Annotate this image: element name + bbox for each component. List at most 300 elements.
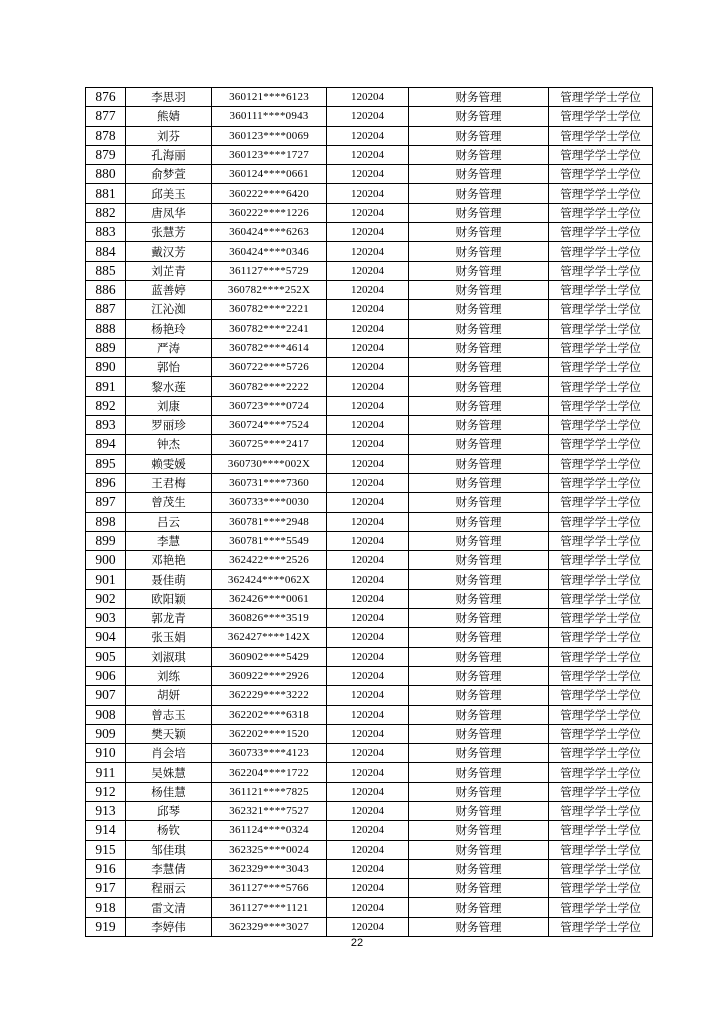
row-number-cell: 891 <box>86 377 126 396</box>
major-code-cell: 120204 <box>327 319 409 338</box>
table-row <box>86 801 653 820</box>
degree-type-cell: 管理学学士学位 <box>549 821 653 840</box>
major-code-cell: 120204 <box>327 377 409 396</box>
student-name-cell: 程丽云 <box>126 879 212 898</box>
table-row <box>86 493 653 512</box>
student-name-cell: 孔海丽 <box>126 145 212 164</box>
major-code-cell: 120204 <box>327 686 409 705</box>
table-row <box>86 666 653 685</box>
degree-type-cell: 管理学学士学位 <box>549 107 653 126</box>
major-code-cell: 120204 <box>327 493 409 512</box>
row-number-cell: 911 <box>86 763 126 782</box>
student-name-cell: 郭怡 <box>126 358 212 377</box>
degree-type-cell: 管理学学士学位 <box>549 126 653 145</box>
major-code-cell: 120204 <box>327 261 409 280</box>
id-number-cell: 360124****0661 <box>212 165 327 184</box>
id-number-cell: 362424****062X <box>212 570 327 589</box>
id-number-cell: 362329****3027 <box>212 917 327 936</box>
table-row <box>86 879 653 898</box>
row-number-cell: 907 <box>86 686 126 705</box>
degree-type-cell: 管理学学士学位 <box>549 705 653 724</box>
major-name-cell: 财务管理 <box>409 647 549 666</box>
degree-type-cell: 管理学学士学位 <box>549 88 653 107</box>
table-row <box>86 512 653 531</box>
student-name-cell: 聂佳萌 <box>126 570 212 589</box>
major-name-cell: 财务管理 <box>409 280 549 299</box>
major-name-cell: 财务管理 <box>409 416 549 435</box>
student-name-cell: 胡妍 <box>126 686 212 705</box>
id-number-cell: 360733****4123 <box>212 744 327 763</box>
degree-type-cell: 管理学学士学位 <box>549 261 653 280</box>
degree-type-cell: 管理学学士学位 <box>549 686 653 705</box>
table-row <box>86 589 653 608</box>
major-code-cell: 120204 <box>327 531 409 550</box>
id-number-cell: 360730****002X <box>212 454 327 473</box>
degree-type-cell: 管理学学士学位 <box>549 280 653 299</box>
major-code-cell: 120204 <box>327 840 409 859</box>
major-code-cell: 120204 <box>327 666 409 685</box>
table-row <box>86 686 653 705</box>
table-row <box>86 203 653 222</box>
major-code-cell: 120204 <box>327 859 409 878</box>
major-name-cell: 财务管理 <box>409 242 549 261</box>
major-code-cell: 120204 <box>327 917 409 936</box>
table-row <box>86 126 653 145</box>
row-number-cell: 915 <box>86 840 126 859</box>
major-name-cell: 财务管理 <box>409 628 549 647</box>
student-name-cell: 王君梅 <box>126 473 212 492</box>
student-name-cell: 郭龙青 <box>126 609 212 628</box>
student-name-cell: 杨艳玲 <box>126 319 212 338</box>
table-row <box>86 88 653 107</box>
major-code-cell: 120204 <box>327 628 409 647</box>
degree-type-cell: 管理学学士学位 <box>549 473 653 492</box>
id-number-cell: 361124****0324 <box>212 821 327 840</box>
student-name-cell: 樊天颖 <box>126 724 212 743</box>
degree-type-cell: 管理学学士学位 <box>549 396 653 415</box>
row-number-cell: 887 <box>86 300 126 319</box>
major-name-cell: 财务管理 <box>409 801 549 820</box>
row-number-cell: 900 <box>86 551 126 570</box>
id-number-cell: 360782****2222 <box>212 377 327 396</box>
major-name-cell: 财务管理 <box>409 570 549 589</box>
student-name-cell: 俞梦萱 <box>126 165 212 184</box>
degree-type-cell: 管理学学士学位 <box>549 898 653 917</box>
id-number-cell: 360782****4614 <box>212 338 327 357</box>
row-number-cell: 893 <box>86 416 126 435</box>
degree-type-cell: 管理学学士学位 <box>549 551 653 570</box>
major-name-cell: 财务管理 <box>409 319 549 338</box>
major-code-cell: 120204 <box>327 801 409 820</box>
major-name-cell: 财务管理 <box>409 396 549 415</box>
student-name-cell: 蓝善婷 <box>126 280 212 299</box>
table-row <box>86 454 653 473</box>
row-number-cell: 884 <box>86 242 126 261</box>
id-number-cell: 362422****2526 <box>212 551 327 570</box>
degree-roster-table <box>85 87 653 937</box>
student-name-cell: 唐凤华 <box>126 203 212 222</box>
degree-type-cell: 管理学学士学位 <box>549 531 653 550</box>
table-row <box>86 917 653 936</box>
row-number-cell: 881 <box>86 184 126 203</box>
major-code-cell: 120204 <box>327 416 409 435</box>
major-name-cell: 财务管理 <box>409 165 549 184</box>
table-row <box>86 377 653 396</box>
table-row <box>86 724 653 743</box>
student-name-cell: 刘芷青 <box>126 261 212 280</box>
student-name-cell: 杨佳慧 <box>126 782 212 801</box>
table-row <box>86 782 653 801</box>
major-name-cell: 财务管理 <box>409 435 549 454</box>
table-row <box>86 280 653 299</box>
row-number-cell: 908 <box>86 705 126 724</box>
major-name-cell: 财务管理 <box>409 126 549 145</box>
id-number-cell: 360111****0943 <box>212 107 327 126</box>
major-code-cell: 120204 <box>327 454 409 473</box>
id-number-cell: 362321****7527 <box>212 801 327 820</box>
row-number-cell: 888 <box>86 319 126 338</box>
major-name-cell: 财务管理 <box>409 107 549 126</box>
major-code-cell: 120204 <box>327 570 409 589</box>
table-row <box>86 840 653 859</box>
table-row <box>86 551 653 570</box>
degree-type-cell: 管理学学士学位 <box>549 917 653 936</box>
major-name-cell: 财务管理 <box>409 609 549 628</box>
major-code-cell: 120204 <box>327 300 409 319</box>
row-number-cell: 905 <box>86 647 126 666</box>
row-number-cell: 886 <box>86 280 126 299</box>
table-row <box>86 319 653 338</box>
student-name-cell: 李慧 <box>126 531 212 550</box>
table-row <box>86 744 653 763</box>
row-number-cell: 910 <box>86 744 126 763</box>
student-name-cell: 钟杰 <box>126 435 212 454</box>
id-number-cell: 360724****7524 <box>212 416 327 435</box>
id-number-cell: 360123****1727 <box>212 145 327 164</box>
degree-type-cell: 管理学学士学位 <box>549 319 653 338</box>
row-number-cell: 892 <box>86 396 126 415</box>
table-row <box>86 570 653 589</box>
degree-type-cell: 管理学学士学位 <box>549 145 653 164</box>
id-number-cell: 360733****0030 <box>212 493 327 512</box>
table-row <box>86 763 653 782</box>
major-code-cell: 120204 <box>327 589 409 608</box>
row-number-cell: 917 <box>86 879 126 898</box>
row-number-cell: 906 <box>86 666 126 685</box>
major-code-cell: 120204 <box>327 165 409 184</box>
table-row <box>86 223 653 242</box>
degree-type-cell: 管理学学士学位 <box>549 879 653 898</box>
student-name-cell: 吕云 <box>126 512 212 531</box>
id-number-cell: 360922****2926 <box>212 666 327 685</box>
degree-type-cell: 管理学学士学位 <box>549 840 653 859</box>
row-number-cell: 909 <box>86 724 126 743</box>
row-number-cell: 912 <box>86 782 126 801</box>
major-code-cell: 120204 <box>327 242 409 261</box>
row-number-cell: 902 <box>86 589 126 608</box>
degree-type-cell: 管理学学士学位 <box>549 647 653 666</box>
degree-type-cell: 管理学学士学位 <box>549 203 653 222</box>
major-name-cell: 财务管理 <box>409 821 549 840</box>
row-number-cell: 895 <box>86 454 126 473</box>
id-number-cell: 360424****0346 <box>212 242 327 261</box>
major-name-cell: 财务管理 <box>409 184 549 203</box>
major-code-cell: 120204 <box>327 435 409 454</box>
major-name-cell: 财务管理 <box>409 724 549 743</box>
row-number-cell: 878 <box>86 126 126 145</box>
student-name-cell: 邱美玉 <box>126 184 212 203</box>
student-name-cell: 李婷伟 <box>126 917 212 936</box>
student-name-cell: 李慧倩 <box>126 859 212 878</box>
id-number-cell: 361127****5766 <box>212 879 327 898</box>
page-number: 22 <box>350 937 364 949</box>
degree-type-cell: 管理学学士学位 <box>549 377 653 396</box>
row-number-cell: 914 <box>86 821 126 840</box>
major-code-cell: 120204 <box>327 609 409 628</box>
degree-type-cell: 管理学学士学位 <box>549 165 653 184</box>
degree-type-cell: 管理学学士学位 <box>549 300 653 319</box>
degree-type-cell: 管理学学士学位 <box>549 744 653 763</box>
row-number-cell: 899 <box>86 531 126 550</box>
major-name-cell: 财务管理 <box>409 473 549 492</box>
id-number-cell: 360902****5429 <box>212 647 327 666</box>
student-name-cell: 肖会培 <box>126 744 212 763</box>
row-number-cell: 896 <box>86 473 126 492</box>
major-code-cell: 120204 <box>327 145 409 164</box>
degree-type-cell: 管理学学士学位 <box>549 628 653 647</box>
major-name-cell: 财务管理 <box>409 666 549 685</box>
row-number-cell: 897 <box>86 493 126 512</box>
row-number-cell: 890 <box>86 358 126 377</box>
degree-type-cell: 管理学学士学位 <box>549 416 653 435</box>
degree-type-cell: 管理学学士学位 <box>549 223 653 242</box>
degree-type-cell: 管理学学士学位 <box>549 801 653 820</box>
major-code-cell: 120204 <box>327 763 409 782</box>
student-name-cell: 雷文清 <box>126 898 212 917</box>
row-number-cell: 885 <box>86 261 126 280</box>
major-name-cell: 财务管理 <box>409 782 549 801</box>
degree-type-cell: 管理学学士学位 <box>549 242 653 261</box>
id-number-cell: 360782****2221 <box>212 300 327 319</box>
table-row <box>86 358 653 377</box>
major-code-cell: 120204 <box>327 705 409 724</box>
major-code-cell: 120204 <box>327 280 409 299</box>
id-number-cell: 360723****0724 <box>212 396 327 415</box>
table-row <box>86 184 653 203</box>
student-name-cell: 黎水莲 <box>126 377 212 396</box>
degree-type-cell: 管理学学士学位 <box>549 512 653 531</box>
table-row <box>86 628 653 647</box>
student-name-cell: 刘练 <box>126 666 212 685</box>
major-name-cell: 财务管理 <box>409 377 549 396</box>
degree-type-cell: 管理学学士学位 <box>549 724 653 743</box>
table-row <box>86 821 653 840</box>
student-name-cell: 曾茂生 <box>126 493 212 512</box>
major-code-cell: 120204 <box>327 782 409 801</box>
table-row <box>86 609 653 628</box>
student-name-cell: 曾志玉 <box>126 705 212 724</box>
id-number-cell: 361127****1121 <box>212 898 327 917</box>
row-number-cell: 916 <box>86 859 126 878</box>
major-name-cell: 财务管理 <box>409 705 549 724</box>
degree-type-cell: 管理学学士学位 <box>549 454 653 473</box>
student-name-cell: 邹佳琪 <box>126 840 212 859</box>
row-number-cell: 919 <box>86 917 126 936</box>
major-code-cell: 120204 <box>327 647 409 666</box>
degree-type-cell: 管理学学士学位 <box>549 763 653 782</box>
degree-type-cell: 管理学学士学位 <box>549 570 653 589</box>
degree-type-cell: 管理学学士学位 <box>549 859 653 878</box>
major-code-cell: 120204 <box>327 203 409 222</box>
major-code-cell: 120204 <box>327 898 409 917</box>
student-name-cell: 张玉娟 <box>126 628 212 647</box>
table-row <box>86 416 653 435</box>
student-name-cell: 杨钦 <box>126 821 212 840</box>
student-name-cell: 邓艳艳 <box>126 551 212 570</box>
student-name-cell: 邱琴 <box>126 801 212 820</box>
student-name-cell: 严涛 <box>126 338 212 357</box>
major-name-cell: 财务管理 <box>409 338 549 357</box>
id-number-cell: 362426****0061 <box>212 589 327 608</box>
id-number-cell: 360782****2241 <box>212 319 327 338</box>
major-name-cell: 财务管理 <box>409 223 549 242</box>
major-name-cell: 财务管理 <box>409 589 549 608</box>
table-row <box>86 338 653 357</box>
student-name-cell: 刘康 <box>126 396 212 415</box>
row-number-cell: 901 <box>86 570 126 589</box>
major-code-cell: 120204 <box>327 338 409 357</box>
id-number-cell: 361121****7825 <box>212 782 327 801</box>
major-name-cell: 财务管理 <box>409 879 549 898</box>
id-number-cell: 362204****1722 <box>212 763 327 782</box>
id-number-cell: 360222****6420 <box>212 184 327 203</box>
table-row <box>86 242 653 261</box>
id-number-cell: 360782****252X <box>212 280 327 299</box>
row-number-cell: 889 <box>86 338 126 357</box>
table-row <box>86 300 653 319</box>
major-name-cell: 财务管理 <box>409 454 549 473</box>
major-name-cell: 财务管理 <box>409 300 549 319</box>
degree-type-cell: 管理学学士学位 <box>549 609 653 628</box>
major-name-cell: 财务管理 <box>409 203 549 222</box>
major-name-cell: 财务管理 <box>409 744 549 763</box>
student-name-cell: 江沁洳 <box>126 300 212 319</box>
id-number-cell: 362202****1520 <box>212 724 327 743</box>
major-code-cell: 120204 <box>327 396 409 415</box>
table-row <box>86 705 653 724</box>
major-name-cell: 财务管理 <box>409 686 549 705</box>
table-row <box>86 435 653 454</box>
row-number-cell: 913 <box>86 801 126 820</box>
major-code-cell: 120204 <box>327 107 409 126</box>
table-row <box>86 145 653 164</box>
table-row <box>86 165 653 184</box>
major-name-cell: 财务管理 <box>409 898 549 917</box>
id-number-cell: 360121****6123 <box>212 88 327 107</box>
student-name-cell: 刘淑琪 <box>126 647 212 666</box>
id-number-cell: 360725****2417 <box>212 435 327 454</box>
major-code-cell: 120204 <box>327 358 409 377</box>
degree-type-cell: 管理学学士学位 <box>549 435 653 454</box>
student-name-cell: 罗丽珍 <box>126 416 212 435</box>
id-number-cell: 360731****7360 <box>212 473 327 492</box>
major-code-cell: 120204 <box>327 724 409 743</box>
table-row <box>86 647 653 666</box>
table-row <box>86 261 653 280</box>
student-name-cell: 欧阳颖 <box>126 589 212 608</box>
id-number-cell: 362329****3043 <box>212 859 327 878</box>
degree-type-cell: 管理学学士学位 <box>549 782 653 801</box>
major-code-cell: 120204 <box>327 879 409 898</box>
student-name-cell: 赖雯媛 <box>126 454 212 473</box>
table-row <box>86 107 653 126</box>
id-number-cell: 361127****5729 <box>212 261 327 280</box>
student-name-cell: 刘芬 <box>126 126 212 145</box>
student-name-cell: 张慧芳 <box>126 223 212 242</box>
degree-type-cell: 管理学学士学位 <box>549 338 653 357</box>
major-name-cell: 财务管理 <box>409 551 549 570</box>
major-code-cell: 120204 <box>327 473 409 492</box>
id-number-cell: 360826****3519 <box>212 609 327 628</box>
table-row <box>86 531 653 550</box>
major-name-cell: 财务管理 <box>409 917 549 936</box>
row-number-cell: 894 <box>86 435 126 454</box>
id-number-cell: 362325****0024 <box>212 840 327 859</box>
degree-type-cell: 管理学学士学位 <box>549 666 653 685</box>
major-code-cell: 120204 <box>327 184 409 203</box>
row-number-cell: 904 <box>86 628 126 647</box>
major-code-cell: 120204 <box>327 126 409 145</box>
major-code-cell: 120204 <box>327 512 409 531</box>
major-code-cell: 120204 <box>327 744 409 763</box>
table-row <box>86 396 653 415</box>
major-code-cell: 120204 <box>327 551 409 570</box>
major-name-cell: 财务管理 <box>409 145 549 164</box>
major-name-cell: 财务管理 <box>409 261 549 280</box>
major-name-cell: 财务管理 <box>409 512 549 531</box>
major-name-cell: 财务管理 <box>409 859 549 878</box>
major-code-cell: 120204 <box>327 223 409 242</box>
student-name-cell: 李思羽 <box>126 88 212 107</box>
major-code-cell: 120204 <box>327 88 409 107</box>
degree-type-cell: 管理学学士学位 <box>549 493 653 512</box>
major-name-cell: 财务管理 <box>409 493 549 512</box>
row-number-cell: 880 <box>86 165 126 184</box>
id-number-cell: 360123****0069 <box>212 126 327 145</box>
table-row <box>86 859 653 878</box>
table-row <box>86 898 653 917</box>
id-number-cell: 362202****6318 <box>212 705 327 724</box>
table-row <box>86 473 653 492</box>
student-name-cell: 吴姝慧 <box>126 763 212 782</box>
major-name-cell: 财务管理 <box>409 358 549 377</box>
row-number-cell: 882 <box>86 203 126 222</box>
row-number-cell: 883 <box>86 223 126 242</box>
degree-type-cell: 管理学学士学位 <box>549 589 653 608</box>
id-number-cell: 362229****3222 <box>212 686 327 705</box>
row-number-cell: 876 <box>86 88 126 107</box>
major-code-cell: 120204 <box>327 821 409 840</box>
row-number-cell: 898 <box>86 512 126 531</box>
row-number-cell: 903 <box>86 609 126 628</box>
id-number-cell: 360222****1226 <box>212 203 327 222</box>
student-name-cell: 熊婧 <box>126 107 212 126</box>
major-name-cell: 财务管理 <box>409 88 549 107</box>
major-name-cell: 财务管理 <box>409 531 549 550</box>
student-name-cell: 戴汉芳 <box>126 242 212 261</box>
degree-type-cell: 管理学学士学位 <box>549 184 653 203</box>
row-number-cell: 877 <box>86 107 126 126</box>
